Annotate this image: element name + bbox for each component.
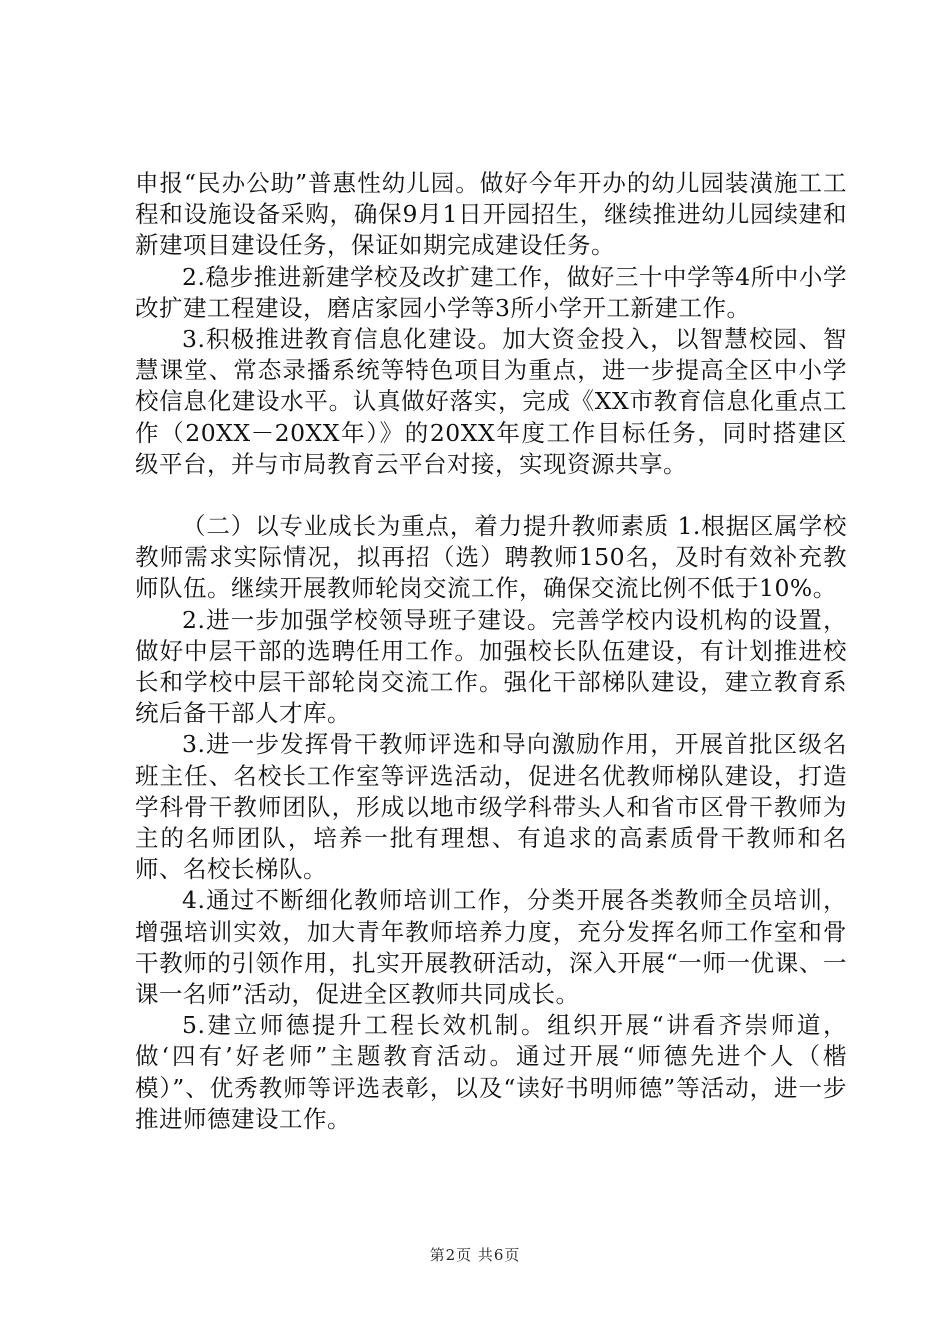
document-body bbox=[135, 168, 847, 1135]
paragraph-teacher-ethics: 5.建立师德提升工程长效机制。组织开展“讲看齐崇师道，做‘四有’好老师”主题教育活动。通过开展“师德先进个人（楷模）”、优秀教师等评选表彰，以及“读好书明师德”等活动，进一步推进师德建设工作。 bbox=[135, 1011, 847, 1133]
paragraph-leadership: 2.进一步加强学校领导班子建设。完善学校内设机构的设置，做好中层干部的选聘任用工作。加强校长队伍建设，有计划推进校长和学校中层干部轮岗交流工作。强化干部梯队建设，建立教育系统后备干部人才库。 bbox=[135, 605, 847, 728]
paragraph-key-teachers: 3.进一步发挥骨干教师评选和导向激励作用，开展首批区级名班主任、名校长工作室等评选活动，促进名优教师梯队建设，打造学科骨干教师团队，形成以地市级学科带头人和省市区骨干教师为主的名师团队，培养一批有理想、有追求的高素质骨干教师和名师、名校长梯队。 bbox=[135, 730, 847, 884]
paragraph-teacher-quality: （二）以专业成长为重点，着力提升教师素质 1.根据区属学校教师需求实际情况，拟再招（选）聘教师150名，及时有效补充教师队伍。继续开展教师轮岗交流工作，确保交流比例不低于10%。 bbox=[135, 512, 847, 603]
page-footer: 第2页 共6页 bbox=[429, 1246, 521, 1264]
paragraph-teacher-training: 4.通过不断细化教师培训工作，分类开展各类教师全员培训，增强培训实效，加大青年教师培养力度，充分发挥名师工作室和骨干教师的引领作用，扎实开展教研活动，深入开展“一师一优课、一课一名师”活动，促进全区教师共同成长。 bbox=[135, 886, 847, 1009]
paragraph-kindergarten: 申报“民办公助”普惠性幼儿园。做好今年开办的幼儿园装潢施工工程和设施设备采购，确保9月1日开园招生，继续推进幼儿园续建和新建项目建设任务，保证如期完成建设任务。 bbox=[135, 169, 847, 260]
paragraph-informatization: 3.积极推进教育信息化建设。加大资金投入，以智慧校园、智慧课堂、常态录播系统等特色项目为重点，进一步提高全区中小学校信息化建设水平。认真做好落实，完成《XX市教育信息化重点工作（20XX－20XX年）》的20XX年度工作目标任务，同时搭建区级平台，并与市局教育云平台对接，实现资源共享。 bbox=[135, 325, 847, 478]
paragraph-school-construction: 2.稳步推进新建学校及改扩建工作，做好三十中学等4所中小学改扩建工程建设，磨店家园小学等3所小学开工新建工作。 bbox=[135, 262, 847, 322]
